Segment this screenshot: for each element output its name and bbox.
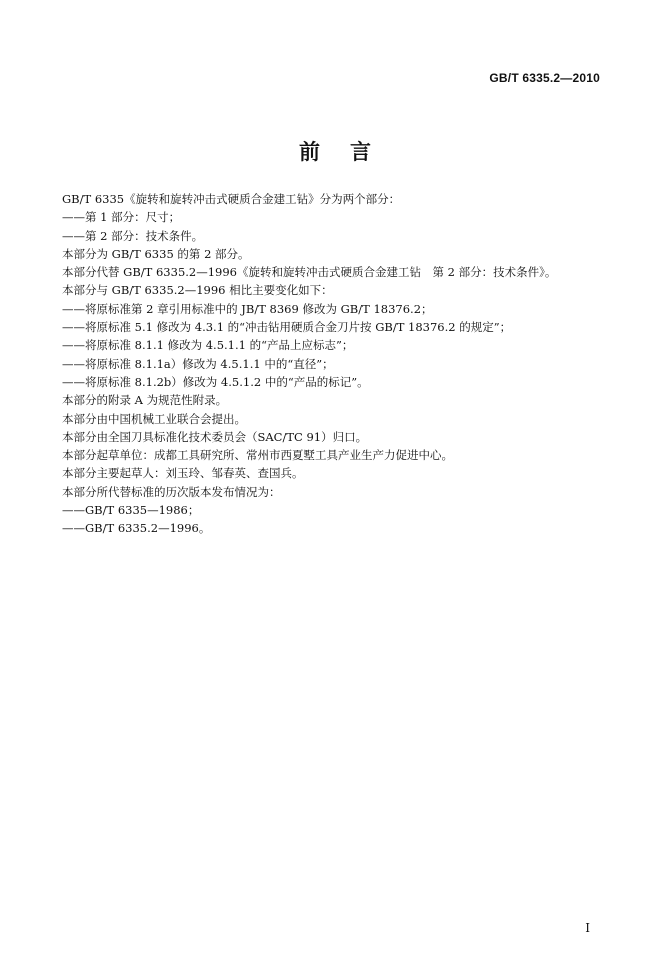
list-item: ——将原标准 8.1.2b）修改为 4.5.1.2 中的“产品的标记”。 bbox=[62, 374, 369, 389]
paragraph: 本部分由全国刀具标准化技术委员会（SAC/TC 91）归口。 bbox=[62, 429, 368, 444]
paragraph: 本部分的附录 A 为规范性附录。 bbox=[62, 393, 228, 408]
paragraph: 本部分与 GB/T 6335.2—1996 相比主要变化如下： bbox=[62, 283, 333, 298]
page-number: I bbox=[585, 921, 590, 935]
standard-code: GB/T 6335.2—2010 bbox=[489, 71, 600, 85]
list-item: ——GB/T 6335.2—1996。 bbox=[62, 521, 211, 536]
paragraph: 本部分为 GB/T 6335 的第 2 部分。 bbox=[62, 246, 250, 261]
page-title: 前言 bbox=[299, 140, 401, 164]
foreword-body bbox=[62, 190, 622, 538]
paragraph: 本部分所代替标准的历次版本发布情况为： bbox=[62, 484, 281, 499]
list-item: ——将原标准 8.1.1a）修改为 4.5.1.1 中的“直径”； bbox=[62, 356, 334, 371]
paragraph: 本部分起草单位：成都工具研究所、常州市西夏墅工具产业生产力促进中心。 bbox=[62, 448, 453, 463]
paragraph: 本部分主要起草人：刘玉玲、邹春英、查国兵。 bbox=[62, 466, 304, 481]
list-item: ——第 1 部分：尺寸； bbox=[62, 210, 181, 225]
list-item: ——将原标准第 2 章引用标准中的 JB/T 8369 修改为 GB/T 18376.2； bbox=[62, 301, 433, 316]
paragraph: 本部分代替 GB/T 6335.2—1996《旋转和旋转冲击式硬质合金建工钻 第 2 部分：技术条件》。 bbox=[62, 265, 557, 280]
list-item: ——GB/T 6335—1986； bbox=[62, 503, 200, 518]
paragraph: GB/T 6335《旋转和旋转冲击式硬质合金建工钻》分为两个部分： bbox=[62, 192, 401, 206]
list-item: ——将原标准 8.1.1 修改为 4.5.1.1 的“产品上应标志”； bbox=[62, 338, 354, 353]
list-item: ——将原标准 5.1 修改为 4.3.1 的“冲击钻用硬质合金刀片按 GB/T 18376.2 的规定”； bbox=[62, 320, 512, 335]
paragraph: 本部分由中国机械工业联合会提出。 bbox=[62, 411, 246, 426]
list-item: ——第 2 部分：技术条件。 bbox=[62, 228, 204, 243]
